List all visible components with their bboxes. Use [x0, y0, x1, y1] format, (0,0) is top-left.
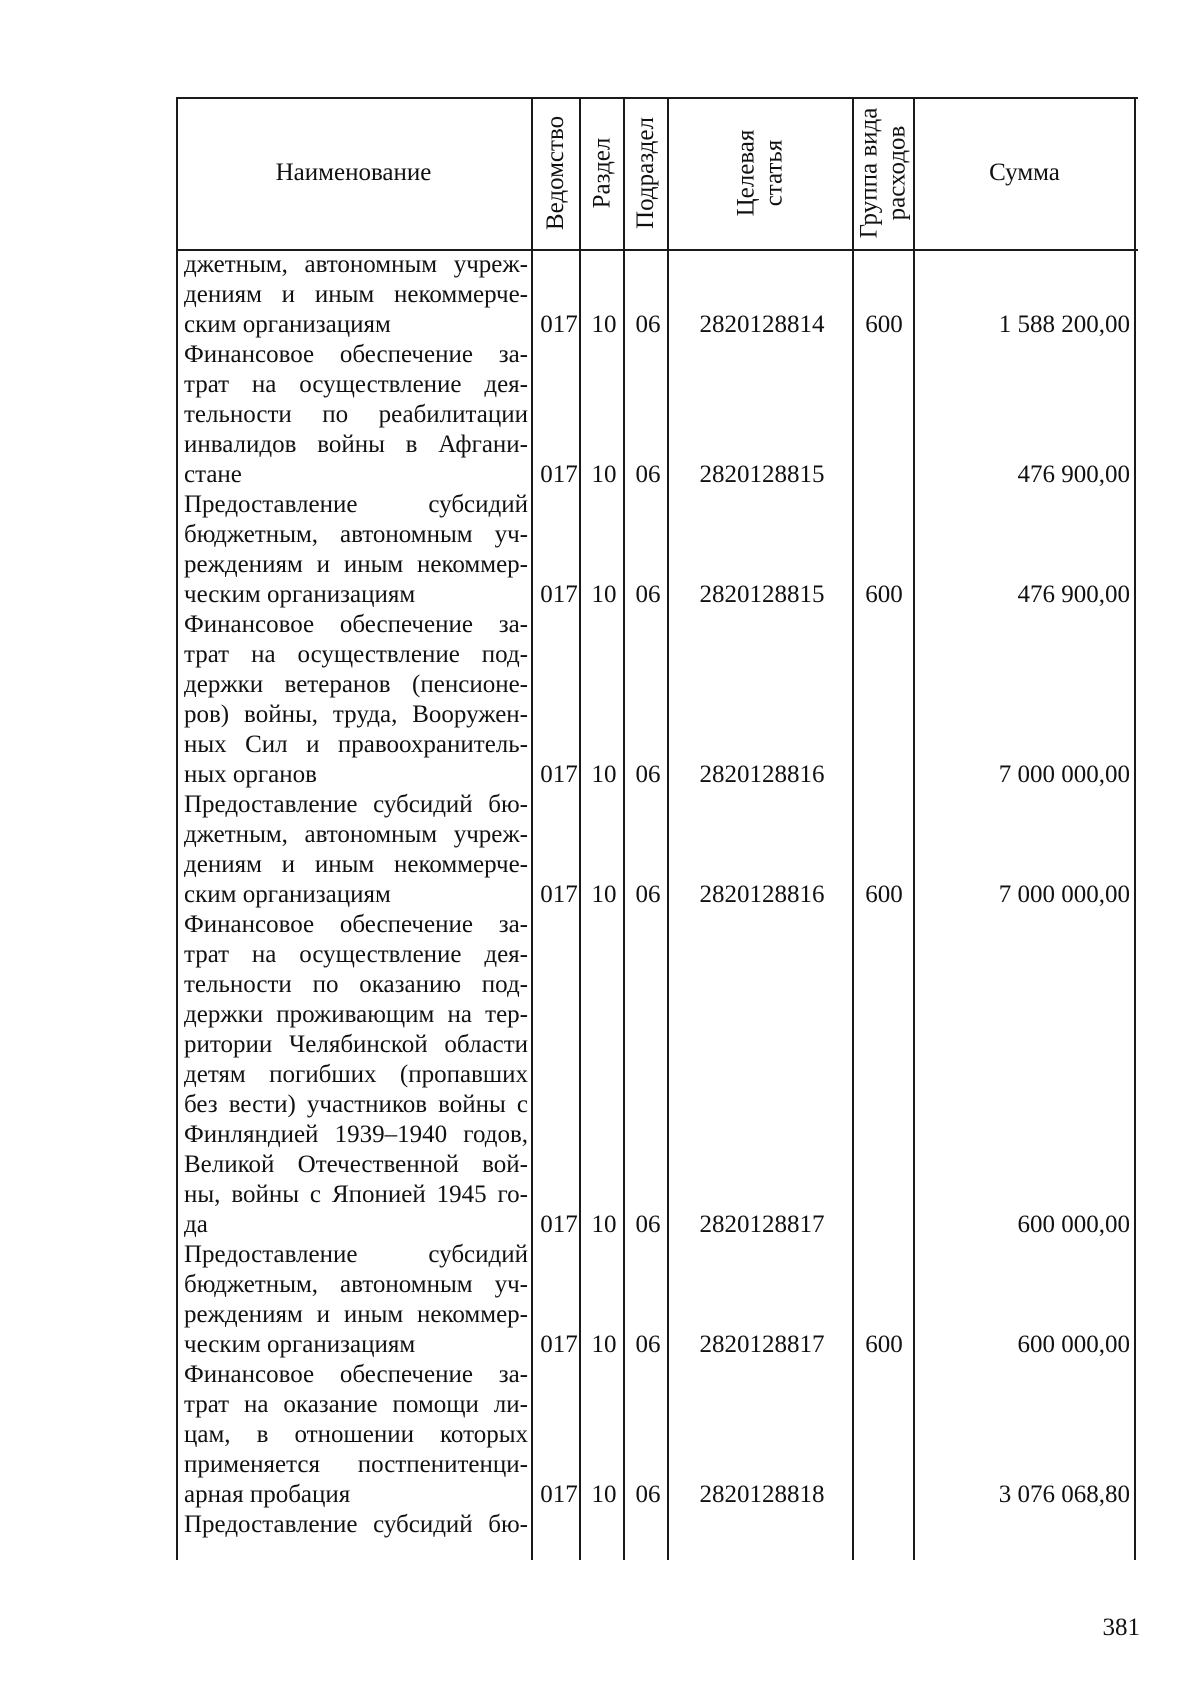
header-vedomstvo-text: Ведомство: [542, 115, 570, 231]
header-celevaya-line2: статья: [760, 139, 788, 207]
row-podrazdel: 06: [635, 761, 661, 788]
header-razdel: [581, 97, 623, 249]
row-summa: 1 588 200,00: [998, 311, 1130, 338]
header-summa: [915, 97, 1134, 249]
row-name-line: ных органов: [184, 761, 317, 788]
column-divider: [1134, 97, 1136, 1560]
row-name-line: стане: [184, 461, 242, 488]
row-celevaya-statya: 2820128814: [699, 311, 825, 338]
row-name-line: Финансовое обеспечение за-: [184, 911, 528, 938]
row-name-line: реждениям и иным некоммер-: [184, 1301, 528, 1328]
row-name-line: арная пробация: [184, 1481, 351, 1508]
row-podrazdel: 06: [635, 461, 661, 488]
header-gruppa-line2: расходов: [883, 125, 911, 221]
header-summa-text: Сумма: [989, 159, 1060, 186]
row-vedomstvo: 017: [540, 461, 578, 488]
row-name-line: Предоставление субсидий: [184, 491, 528, 518]
row-gruppa-rashodov: 600: [865, 581, 903, 608]
row-name-line: Предоставление субсидий бю-: [184, 1511, 528, 1538]
row-celevaya-statya: 2820128817: [699, 1331, 825, 1358]
row-name-line: детям погибших (пропавших: [184, 1061, 528, 1088]
row-podrazdel: 06: [635, 311, 661, 338]
row-razdel: 10: [591, 761, 617, 788]
row-summa: 600 000,00: [1017, 1211, 1130, 1238]
row-razdel: 10: [591, 461, 617, 488]
column-divider: [176, 97, 178, 1560]
row-name-line: ческим организациям: [184, 1331, 416, 1358]
row-name-line: цам, в отношении которых: [184, 1421, 528, 1448]
row-gruppa-rashodov: 600: [865, 881, 903, 908]
row-summa: 7 000 000,00: [998, 881, 1130, 908]
row-name-line: держки ветеранов (пенсионе-: [184, 671, 528, 698]
row-name-line: Финляндией 1939–1940 годов,: [184, 1121, 528, 1148]
header-vedomstvo: [533, 97, 579, 249]
row-name-line: держки проживающим на тер-: [184, 1001, 528, 1028]
row-celevaya-statya: 2820128815: [699, 461, 825, 488]
page-number: 381: [1102, 1614, 1140, 1641]
row-celevaya-statya: 2820128816: [699, 881, 825, 908]
row-vedomstvo: 017: [540, 581, 578, 608]
row-gruppa-rashodov: 600: [865, 311, 903, 338]
row-name-line: Великой Отечественной вой-: [184, 1151, 528, 1178]
row-name-line: ных Сил и правоохранитель-: [184, 731, 528, 758]
row-name-line: без вести) участников войны с: [184, 1091, 528, 1118]
row-razdel: 10: [591, 581, 617, 608]
row-gruppa-rashodov: 600: [865, 1331, 903, 1358]
row-name-line: бюджетным, автономным уч-: [184, 1271, 528, 1298]
row-name-line: трат на осуществление дея-: [184, 371, 528, 398]
row-celevaya-statya: 2820128817: [699, 1211, 825, 1238]
row-vedomstvo: 017: [540, 1481, 578, 1508]
header-gruppa-line1: Группа вида: [855, 107, 883, 239]
row-name-line: да: [184, 1211, 208, 1238]
row-name-line: тельности по оказанию под-: [184, 971, 528, 998]
row-name-line: ны, войны с Японией 1945 го-: [184, 1181, 528, 1208]
header-razdel-text: Раздел: [588, 137, 615, 209]
column-divider: [913, 97, 915, 1560]
row-summa: 7 000 000,00: [998, 761, 1130, 788]
row-celevaya-statya: 2820128815: [699, 581, 825, 608]
row-name-line: тельности по реабилитации: [184, 401, 528, 428]
row-name-line: применяется постпенитенци-: [184, 1451, 528, 1478]
row-name-line: Предоставление субсидий: [184, 1241, 528, 1268]
row-name-line: Финансовое обеспечение за-: [184, 341, 528, 368]
row-razdel: 10: [591, 311, 617, 338]
header-celevaya: [669, 97, 852, 249]
row-name-line: ритории Челябинской области: [184, 1031, 528, 1058]
row-name-line: инвалидов войны в Афгани-: [184, 431, 528, 458]
row-vedomstvo: 017: [540, 761, 578, 788]
row-razdel: 10: [591, 1331, 617, 1358]
row-name-line: трат на осуществление дея-: [184, 941, 528, 968]
row-podrazdel: 06: [635, 881, 661, 908]
header-gruppa-text: [856, 108, 912, 239]
header-podrazdel: [625, 97, 667, 249]
row-name-line: дениям и иным некоммерче-: [184, 851, 528, 878]
budget-table: [176, 97, 1138, 1560]
row-name-line: Предоставление субсидий бю-: [184, 791, 528, 818]
row-summa: 3 076 068,80: [998, 1481, 1130, 1508]
row-name-line: ским организациям: [184, 311, 391, 338]
row-summa: 476 900,00: [1017, 581, 1130, 608]
row-name-line: ров) войны, труда, Вооружен-: [184, 701, 528, 728]
row-podrazdel: 06: [635, 581, 661, 608]
header-celevaya-line1: Целевая: [732, 129, 760, 217]
row-razdel: 10: [591, 1211, 617, 1238]
header-celevaya-text: [732, 130, 788, 217]
row-name-line: реждениям и иным некоммер-: [184, 551, 528, 578]
row-name-line: Финансовое обеспечение за-: [184, 1361, 528, 1388]
row-vedomstvo: 017: [540, 1211, 578, 1238]
row-vedomstvo: 017: [540, 1331, 578, 1358]
row-celevaya-statya: 2820128818: [699, 1481, 825, 1508]
row-podrazdel: 06: [635, 1481, 661, 1508]
column-divider: [531, 97, 533, 1560]
row-name-line: джетным, автономным учреж-: [184, 251, 528, 278]
row-name-line: бюджетным, автономным уч-: [184, 521, 528, 548]
row-razdel: 10: [591, 881, 617, 908]
row-podrazdel: 06: [635, 1211, 661, 1238]
row-name-line: трат на оказание помощи ли-: [184, 1391, 528, 1418]
row-razdel: 10: [591, 1481, 617, 1508]
row-celevaya-statya: 2820128816: [699, 761, 825, 788]
header-podrazdel-text: Подраздел: [632, 117, 659, 229]
row-name-line: ческим организациям: [184, 581, 416, 608]
row-name-line: ским организациям: [184, 881, 391, 908]
row-name-line: дениям и иным некоммерче-: [184, 281, 528, 308]
row-vedomstvo: 017: [540, 311, 578, 338]
row-name-line: джетным, автономным учреж-: [184, 821, 528, 848]
header-name-text: Наименование: [275, 159, 432, 186]
header-gruppa: [854, 97, 913, 249]
row-name-line: Финансовое обеспечение за-: [184, 611, 528, 638]
header-name: [176, 97, 531, 249]
row-summa: 476 900,00: [1017, 461, 1130, 488]
row-summa: 600 000,00: [1017, 1331, 1130, 1358]
row-podrazdel: 06: [635, 1331, 661, 1358]
row-name-line: трат на осуществление под-: [184, 641, 528, 668]
row-vedomstvo: 017: [540, 881, 578, 908]
